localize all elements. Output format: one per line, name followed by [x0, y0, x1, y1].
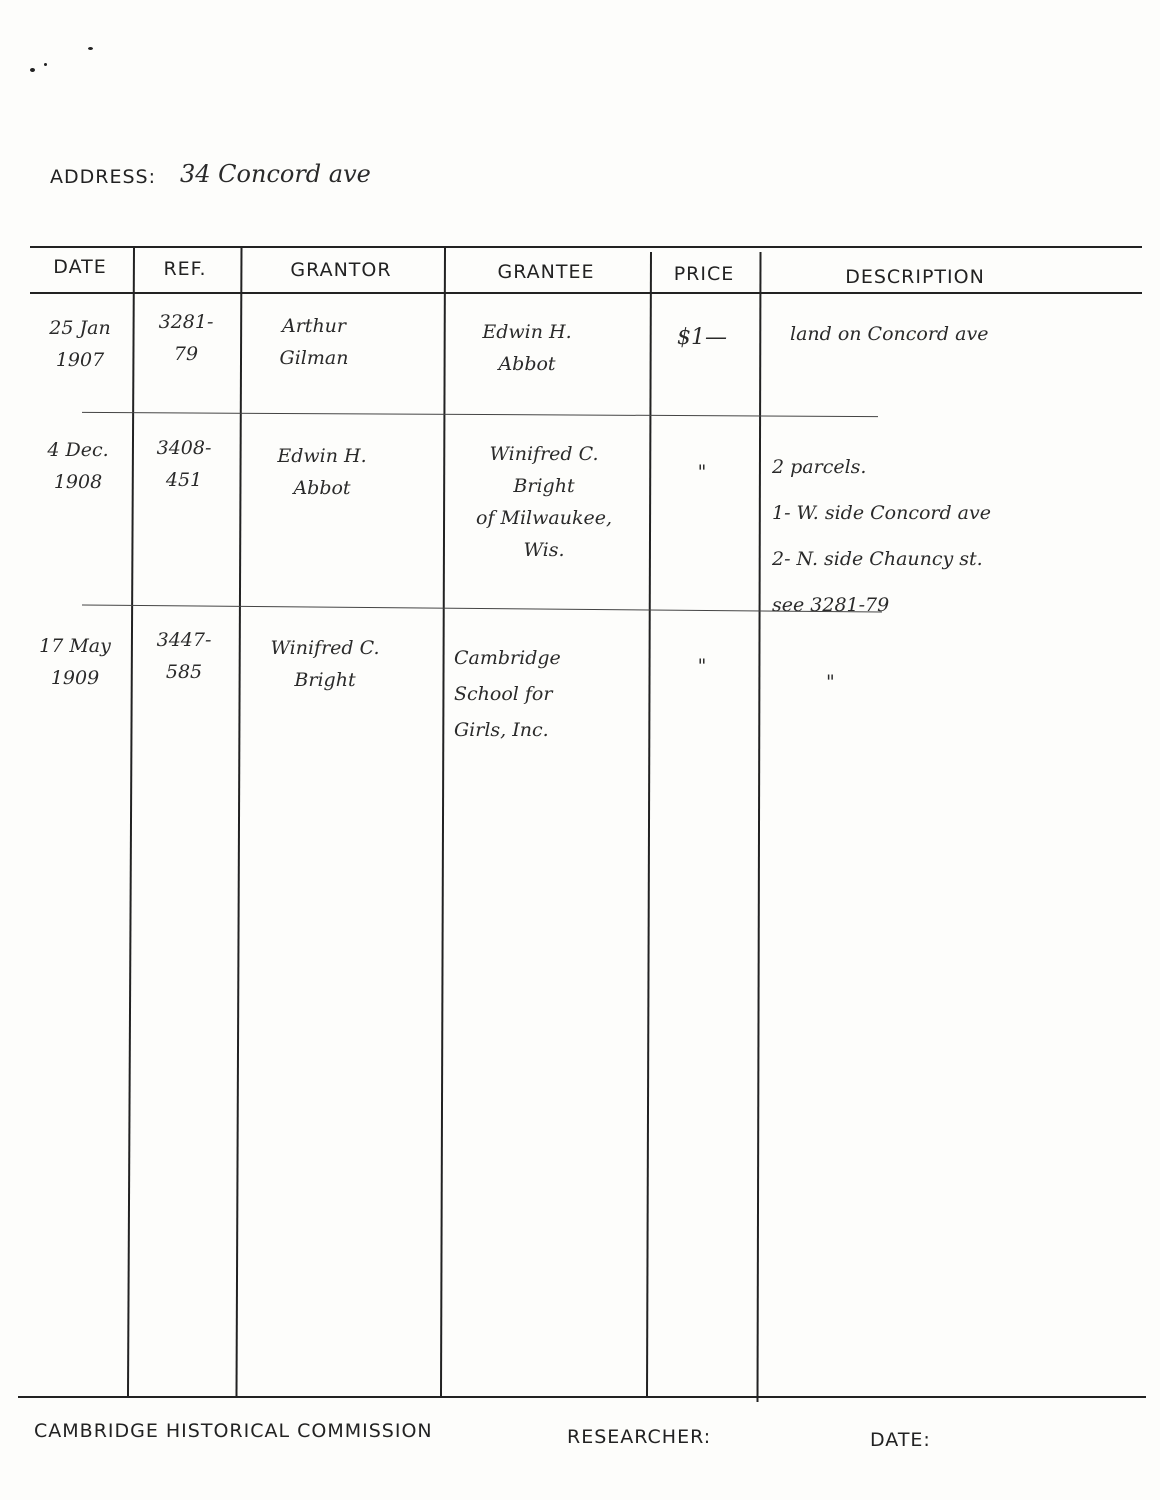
col-header-date: DATE [53, 256, 107, 278]
row-price: " [697, 461, 707, 483]
row-grantee: Winifred C. Bright of Milwaukee, Wis. [476, 443, 612, 561]
row-date: 17 May 1909 [39, 635, 111, 689]
footer-date-label: DATE: [870, 1429, 931, 1451]
column-divider [440, 246, 446, 1396]
row-grantee: Edwin H. Abbot [482, 321, 572, 375]
row-date: 25 Jan 1907 [49, 317, 111, 371]
row-grantor: Arthur Gilman [279, 315, 349, 369]
commission-name: CAMBRIDGE HISTORICAL COMMISSION [34, 1420, 433, 1442]
ink-speck [44, 63, 47, 66]
row-date: 4 Dec. 1908 [47, 439, 109, 493]
column-divider [127, 246, 135, 1396]
col-header-grantee: GRANTEE [497, 261, 595, 283]
table-header-border [30, 292, 1142, 294]
column-divider [235, 246, 242, 1396]
table-top-border [30, 246, 1142, 248]
row-separator [82, 605, 882, 613]
address-label: ADDRESS: [50, 166, 156, 188]
ink-speck [30, 68, 35, 72]
row-description: 2 parcels. 1- W. side Concord ave 2- N. side Chauncy st. see 3281-79 [772, 456, 991, 616]
col-header-ref: REF. [163, 258, 207, 280]
row-price: " [697, 655, 707, 677]
row-ref: 3408- 451 [156, 437, 212, 491]
address-value: 34 Concord ave [180, 160, 371, 188]
table-bottom-border [18, 1396, 1146, 1398]
row-grantee: Cambridge School for Girls, Inc. [454, 647, 561, 741]
row-ref: 3281- 79 [158, 311, 214, 365]
row-description: land on Concord ave [790, 323, 989, 345]
row-grantor: Winifred C. Bright [270, 637, 380, 691]
row-ref: 3447- 585 [156, 629, 212, 683]
row-grantor: Edwin H. Abbot [277, 445, 367, 499]
col-header-description: DESCRIPTION [845, 266, 985, 288]
column-divider [756, 252, 761, 1402]
column-divider [646, 252, 652, 1396]
researcher-label: RESEARCHER: [567, 1426, 712, 1448]
ink-speck [88, 47, 93, 50]
col-header-grantor: GRANTOR [290, 259, 392, 281]
col-header-price: PRICE [673, 263, 735, 285]
row-price: $1— [677, 325, 727, 350]
row-description: " [826, 671, 835, 693]
